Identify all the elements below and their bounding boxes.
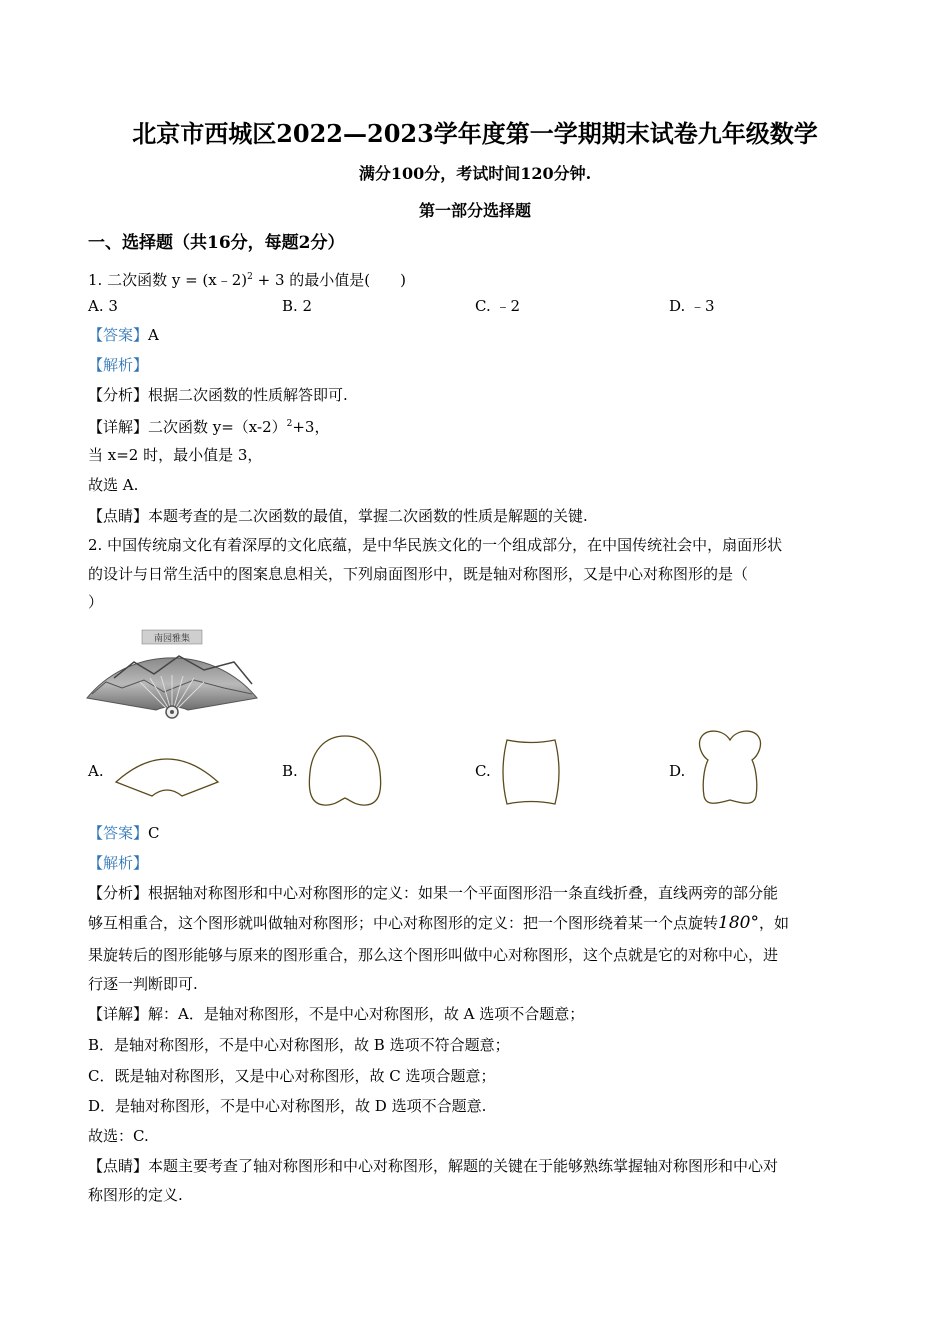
q2-option-a-shape [112, 742, 222, 802]
q1-option-b: B. 2 [282, 297, 313, 315]
q2-option-b-shape [306, 734, 384, 808]
q2-option-b-label: B. [282, 762, 298, 780]
fan-caption: 南园雅集 [153, 634, 191, 644]
q1-dianjing: 【点睛】本题考查的是二次函数的最值，掌握二次函数的性质是解题的关键. [88, 507, 588, 525]
q1-xiangjie: 【详解】二次函数 $y=(x-2)^2+3$， [88, 418, 330, 436]
q2-option-c-shape [499, 736, 563, 808]
q1-line: 故选 A. [88, 476, 139, 494]
q2-analysis-tag: 【解析】 [88, 854, 149, 872]
q2-xiangjie-line: C．既是轴对称图形，又是中心对称图形，故 C 选项合题意； [88, 1067, 496, 1085]
q1-fenxi: 【分析】根据二次函数的性质解答即可. [88, 386, 348, 404]
q1-stem: 1. 二次函数 y = (x﹣2)$^2$ + 3 的最小值是( ) [88, 271, 406, 289]
q1-analysis-tag: 【解析】 [88, 356, 149, 374]
q2-fenxi-line: 行逐一判断即可. [88, 975, 198, 993]
q1-answer: 【答案】A [88, 326, 159, 344]
page-title: 北京市西城区2022—2023学年度第一学期期末试卷九年级数学 [132, 119, 818, 148]
q2-option-d-shape [694, 728, 766, 808]
exam-info: 满分100分，考试时间120分钟. [358, 164, 592, 183]
q2-option-a-label: A. [88, 762, 104, 780]
q1-line: 当 x=2 时，最小值是 3， [88, 446, 263, 464]
q2-stem-line: 的设计与日常生活中的图案息息相关，下列扇面图形中，既是轴对称图形，又是中心对称图形的是（ [88, 565, 749, 583]
q2-fenxi-line: 【分析】根据轴对称图形和中心对称图形的定义：如果一个平面图形沿一条直线折叠，直线两旁的部分能 [88, 884, 779, 902]
q2-option-d-label: D. [669, 762, 686, 780]
q1-option-c: C. ﹣2 [475, 297, 521, 315]
q2-fenxi-line: 够互相重合，这个图形就叫做轴对称图形；中心对称图形的定义：把一个图形绕着某一个点旋转180°，如 [88, 913, 789, 933]
q1-option-d: D. ﹣3 [669, 297, 715, 315]
q2-xiangjie-line: B．是轴对称图形，不是中心对称图形，故 B 选项不符合题意； [88, 1036, 510, 1054]
fan-image [84, 622, 260, 720]
q2-stem-line: 2. 中国传统扇文化有着深厚的文化底蕴，是中华民族文化的一个组成部分，在中国传统社会中，扇面形状 [88, 536, 783, 554]
section-heading: 一、选择题（共16分，每题2分） [88, 233, 345, 253]
q1-option-a: A. 3 [88, 297, 118, 315]
q2-dianjing-line: 【点睛】本题主要考查了轴对称图形和中心对称图形，解题的关键在于能够熟练掌握轴对称图形和中心对 [88, 1157, 779, 1175]
q2-answer: 【答案】C [88, 824, 160, 842]
q2-conclusion: 故选：C. [88, 1127, 149, 1145]
q2-fenxi-line: 果旋转后的图形能够与原来的图形重合，那么这个图形叫做中心对称图形，这个点就是它的对称中心，进 [88, 946, 779, 964]
q2-stem-line: ） [88, 593, 104, 611]
q2-option-c-label: C. [475, 762, 491, 780]
part-heading: 第一部分选择题 [418, 201, 531, 220]
q2-dianjing-line: 称图形的定义. [88, 1186, 183, 1204]
q2-xiangjie-line: 【详解】解：A．是轴对称图形，不是中心对称图形，故 A 选项不合题意； [88, 1005, 585, 1023]
q2-xiangjie-line: D．是轴对称图形，不是中心对称图形，故 D 选项不合题意. [88, 1097, 487, 1115]
